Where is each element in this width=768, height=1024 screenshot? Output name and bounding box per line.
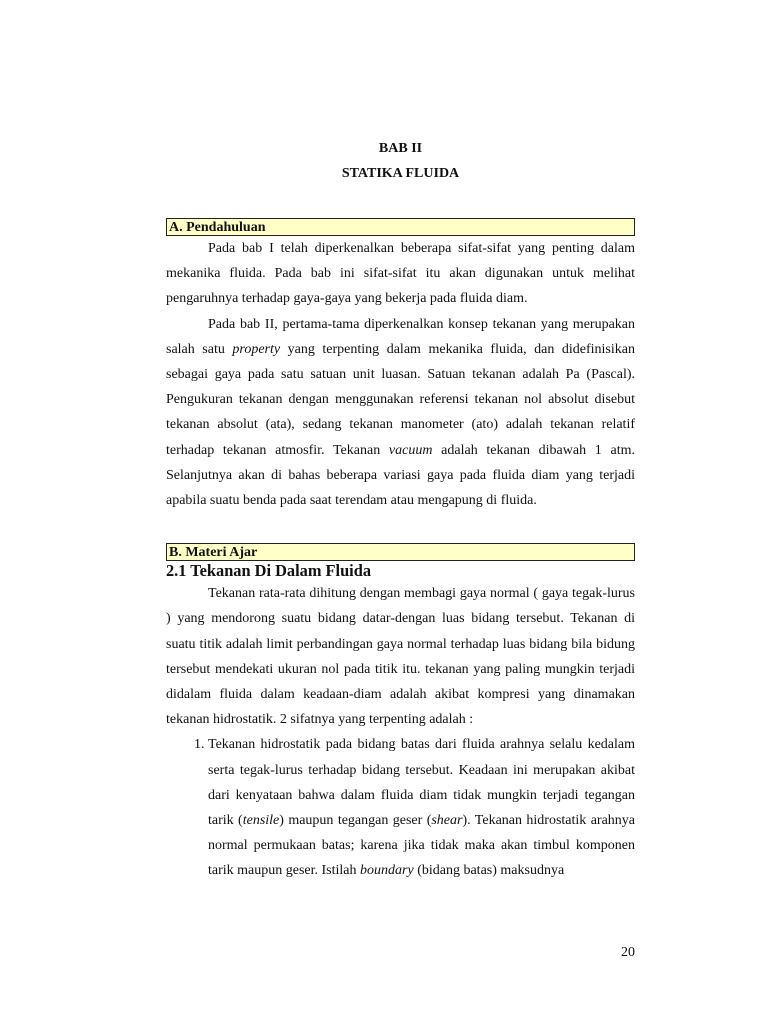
text-run: yang terpenting dalam mekanika fluida, dan didefinisikan sebagai gaya pada satu satuan unit luasan. Satuan tekanan adalah Pa (Pascal). Pengukuran tekanan dengan menggunakan referensi tekanan nol absolut disebut tekanan absolut (ata), sedang tekanan manometer (ato) adalah tekanan relatif terhadap tekanan atmosfir. Tekanan — [166, 341, 635, 458]
paragraph-intro-1: Pada bab I telah diperkenalkan beberapa sifat-sifat yang penting dalam mekanika fluida. Pada bab ini sifat-sifat itu akan digunakan untuk melihat pengaruhnya terhadap gaya-gaya yang bekerja pada fluida diam. — [166, 241, 635, 307]
chapter-title: STATIKA FLUIDA — [341, 166, 460, 181]
section-heading-materi-ajar: B. Materi Ajar — [166, 543, 635, 561]
section-heading-pendahuluan: A. Pendahuluan — [166, 218, 635, 236]
spacer — [166, 513, 635, 543]
page-number: 20 — [621, 945, 635, 960]
text-run: adalah tekanan dibawah 1 atm. Selanjutnya akan di bahas beberapa variasi gaya pada fluida diam yang terjadi apabila suatu benda pada saat terendam atau mengapung di fluida. — [166, 442, 636, 509]
paragraph-intro-2 — [166, 312, 635, 514]
text-run: Pada bab II, pertama-tama diperkenalkan konsep tekanan yang merupakan salah satu — [166, 316, 635, 357]
text-run: ). Tekanan hidrostatik arahnya normal permukaan batas; karena jika tidak maka akan timbul komponen tarik maupun geser. Istilah — [208, 813, 635, 879]
list-item — [208, 732, 635, 883]
subsection-heading: 2.1 Tekanan Di Dalam Fluida — [166, 561, 372, 581]
paragraph-pressure: Tekanan rata-rata dihitung dengan membagi gaya normal ( gaya tegak-lurus ) yang mendorong suatu bidang datar-dengan luas bidang tersebut. Tekanan di suatu titik adalah limit perbandingan gaya normal terhadap luas bidang bila bidung tersebut mendekati ukuran nol pada titik itu. tekanan yang paling mungkin terjadi didalam fluida dalam keadaan-diam adalah akibat kompresi yang dinamakan tekanan hidrostatik. 2 sifatnya yang terpenting adalah : — [166, 586, 635, 728]
chapter-number: BAB II — [378, 141, 423, 156]
emphasis-vacuum: vacuum — [388, 442, 433, 458]
emphasis-boundary: boundary — [360, 863, 414, 879]
text-run: (bidang batas) maksudnya — [413, 863, 565, 879]
text-run: Tekanan hidrostatik pada bidang batas dari fluida arahnya selalu kedalam serta tegak-lurus terhadap bidang tersebut. Keadaan ini merupakan akibat dari kenyataan bahwa dalam fluida diam tidak mungkin terjadi tegangan tarik ( — [208, 737, 635, 829]
text-run: ) maupun tegangan geser ( — [279, 813, 432, 829]
property-list — [166, 732, 635, 883]
emphasis-tensile: tensile — [242, 813, 280, 829]
emphasis-shear: shear — [431, 813, 463, 829]
emphasis-property: property — [232, 341, 281, 357]
page-content — [166, 136, 635, 884]
